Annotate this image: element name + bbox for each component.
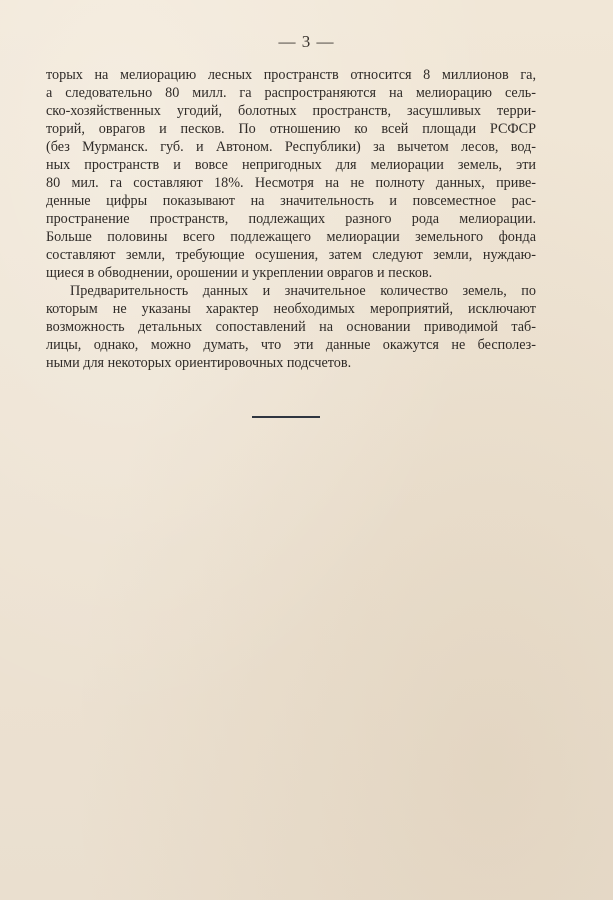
text-line: которым не указаны характер необходимых мероприятий, исключают — [46, 301, 536, 317]
text-line: ско-хозяйственных угодий, болотных пространств, засушливых терри- — [46, 103, 536, 119]
text-line: а следовательно 80 милл. га распространяются на мелиорацию сель- — [46, 85, 536, 101]
body-text — [46, 66, 536, 372]
text-line: пространение пространств, подлежащих разного рода мелиорации. — [46, 211, 536, 227]
text-line: Больше половины всего подлежащего мелиорации земельного фонда — [46, 229, 536, 245]
paragraph-2 — [46, 282, 536, 372]
text-line: денные цифры показывают на значительность и повсеместное рас- — [46, 193, 536, 209]
text-line: Предварительность данных и значительное количество земель, по — [70, 283, 536, 299]
paragraph-1 — [46, 66, 536, 282]
text-line: составляют земли, требующие осушения, затем следуют земли, нуждаю- — [46, 247, 536, 263]
text-line: возможность детальных сопоставлений на основании приводимой таб- — [46, 319, 536, 335]
section-divider — [252, 416, 320, 418]
text-line: торий, оврагов и песков. По отношению ко всей площади РСФСР — [46, 121, 536, 137]
text-line: (без Мурманск. губ. и Автоном. Республики) за вычетом лесов, вод- — [46, 139, 536, 155]
text-line: ных пространств и вовсе непригодных для мелиорации земель, эти — [46, 157, 536, 173]
text-line: щиеся в обводнении, орошении и укреплении оврагов и песков. — [46, 265, 433, 281]
page-number: — 3 — — [278, 32, 335, 51]
text-line: торых на мелиорацию лесных пространств относится 8 миллионов га, — [46, 67, 536, 83]
text-line: 80 мил. га составляют 18%. Несмотря на не полноту данных, приве- — [46, 175, 536, 191]
text-line: лицы, однако, можно думать, что эти данные окажутся не бесполез- — [46, 337, 536, 353]
text-line: ными для некоторых ориентировочных подсчетов. — [46, 355, 352, 371]
